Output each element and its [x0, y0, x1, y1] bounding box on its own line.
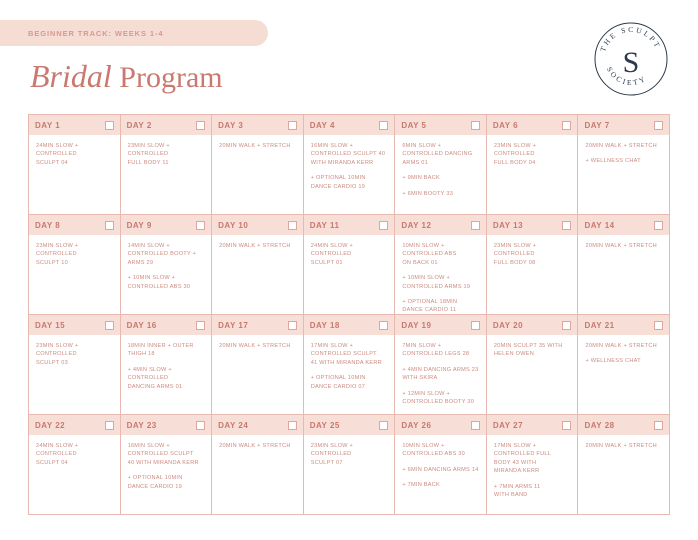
day-cell[interactable] [212, 315, 304, 415]
workout-line: 17MIN SLOW + [493, 443, 537, 449]
day-cell-body [212, 435, 303, 454]
day-cell-header [395, 415, 486, 435]
day-checkbox[interactable] [562, 221, 571, 230]
workout-line: 20MIN WALK + STRETCH [585, 443, 657, 449]
page-title-italic: Bridal [30, 58, 112, 94]
day-cell-header [304, 215, 395, 235]
day-checkbox[interactable] [471, 121, 480, 130]
workout-line: CONTROLLED BOOTY 30 [402, 399, 475, 406]
workout-line: DANCE CARDIO 11 [402, 307, 457, 314]
workout-line: 20MIN WALK + STRETCH [219, 243, 291, 249]
day-cell-header [395, 115, 486, 135]
day-label: DAY 2 [126, 120, 152, 130]
day-label: DAY 14 [584, 220, 615, 230]
day-checkbox[interactable] [288, 421, 297, 430]
day-cell[interactable] [304, 115, 396, 215]
workout-line: 20MIN WALK + STRETCH [585, 243, 657, 249]
day-checkbox[interactable] [379, 121, 388, 130]
day-checkbox[interactable] [288, 121, 297, 130]
day-checkbox[interactable] [196, 321, 205, 330]
day-cell-header [578, 415, 669, 435]
day-label: DAY 3 [218, 120, 244, 130]
day-cell[interactable] [304, 315, 396, 415]
workout-line: HELEN OWEN [493, 351, 534, 358]
day-cell-body [121, 335, 212, 395]
day-cell-body [395, 135, 486, 202]
workout-line: + 10MIN SLOW + [402, 275, 450, 282]
day-cell[interactable] [29, 315, 121, 415]
workout-line: BODY 43 WITH [493, 459, 537, 466]
day-cell[interactable] [487, 215, 579, 315]
sculpt-society-logo [592, 20, 670, 98]
day-cell-header [121, 415, 212, 435]
day-cell-body [304, 435, 395, 471]
day-cell-body [395, 235, 486, 319]
workout-line: WITH MIRANDA KERR [310, 159, 374, 166]
day-cell[interactable] [121, 415, 213, 515]
workout-line: FULL BODY 04 [493, 159, 536, 166]
day-cell[interactable] [578, 215, 670, 315]
day-cell-header [212, 415, 303, 435]
workout-line: 18MIN INNER + OUTER [127, 343, 194, 349]
workout-line: 20MIN WALK + STRETCH [219, 143, 291, 149]
workout-line: 23MIN SLOW + [36, 243, 79, 249]
workout-line: 10MIN SLOW + [402, 443, 445, 449]
workout-line: WITH SKIRA [402, 375, 438, 382]
workout-line: CONTROLLED [310, 251, 352, 258]
day-cell-header [395, 215, 486, 235]
workout-line: FULL BODY 08 [493, 259, 536, 266]
workout-line: 23MIN SLOW + [493, 143, 537, 149]
day-checkbox[interactable] [471, 221, 480, 230]
day-cell[interactable] [212, 215, 304, 315]
day-cell[interactable] [29, 115, 121, 215]
day-cell[interactable] [395, 315, 487, 415]
page-title-regular: Program [111, 61, 223, 94]
workout-line: CONTROLLED [310, 451, 352, 458]
day-cell[interactable] [487, 315, 579, 415]
day-cell-body [212, 235, 303, 254]
workout-line: 20MIN SCULPT 35 WITH [493, 343, 563, 349]
workout-line: CONTROLLED ABS [402, 251, 457, 258]
day-cell-header [121, 215, 212, 235]
day-cell-header [29, 315, 120, 335]
workout-line: 20MIN WALK + STRETCH [219, 343, 291, 349]
day-cell[interactable] [578, 115, 670, 215]
day-cell[interactable] [121, 115, 213, 215]
day-label: DAY 16 [126, 320, 157, 330]
workout-line: 23MIN SLOW + [310, 443, 354, 449]
calendar-week [29, 115, 670, 215]
day-label: DAY 17 [218, 320, 249, 330]
day-checkbox[interactable] [654, 421, 663, 430]
workout-line: + WELLNESS CHAT [585, 358, 641, 365]
workout-line: ON BACK 01 [402, 259, 438, 266]
day-checkbox[interactable] [105, 321, 114, 330]
workout-line: 23MIN SLOW + [493, 243, 537, 249]
workout-line: 24MIN SLOW + [36, 143, 79, 149]
workout-line: FULL BODY 11 [127, 159, 169, 166]
workout-line: DANCE CARDIO 19 [310, 183, 366, 190]
day-cell[interactable] [121, 215, 213, 315]
calendar-week [29, 215, 670, 315]
day-checkbox[interactable] [654, 321, 663, 330]
workout-line: 20MIN WALK + STRETCH [219, 443, 291, 449]
day-label: DAY 21 [584, 320, 615, 330]
day-label: DAY 11 [309, 220, 340, 230]
svg-text:THE SCULPT: THE SCULPT [598, 24, 663, 53]
workout-line: 14MIN SLOW + [127, 243, 170, 249]
day-cell-header [212, 115, 303, 135]
day-cell[interactable] [395, 415, 487, 515]
day-checkbox[interactable] [654, 221, 663, 230]
workout-line: CONTROLLED ARMS 19 [402, 283, 471, 290]
day-label: DAY 26 [401, 420, 432, 430]
program-calendar [28, 114, 670, 515]
day-checkbox[interactable] [562, 121, 571, 130]
workout-line: 24MIN SLOW + [310, 243, 354, 249]
day-cell-header [487, 115, 578, 135]
day-cell[interactable] [395, 115, 487, 215]
day-cell-header [578, 115, 669, 135]
workout-line: + OPTIONAL 10MIN [310, 175, 366, 182]
day-cell-body [578, 235, 669, 254]
workout-line: CONTROLLED DANCING ARMS 01 [402, 151, 473, 166]
workout-line: 20MIN WALK + STRETCH [585, 343, 657, 349]
calendar-week [29, 415, 670, 515]
workout-line: SCULPT 03 [36, 359, 68, 366]
workout-line: CONTROLLED [36, 451, 77, 458]
day-checkbox[interactable] [105, 421, 114, 430]
workout-line: + WELLNESS CHAT [585, 158, 641, 165]
workout-line: + 7MIN ARMS 11 [493, 483, 541, 490]
day-label: DAY 23 [126, 420, 157, 430]
track-banner [0, 20, 268, 46]
day-checkbox[interactable] [196, 421, 205, 430]
day-cell-header [29, 415, 120, 435]
workout-line: 16MIN SLOW + [310, 143, 354, 149]
day-cell-body [304, 235, 395, 271]
workout-line: + 9MIN BACK [402, 175, 441, 182]
day-cell-header [121, 115, 212, 135]
day-cell-header [121, 315, 212, 335]
workout-line: SCULPT 04 [36, 159, 68, 166]
day-checkbox[interactable] [471, 321, 480, 330]
day-cell-header [304, 415, 395, 435]
workout-line: CONTROLLED [127, 375, 169, 382]
day-cell[interactable] [29, 215, 121, 315]
day-cell-body [578, 135, 669, 170]
day-label: DAY 6 [492, 120, 519, 130]
workout-line: WITH BAND [493, 492, 528, 499]
workout-line: + OPTIONAL 18MIN [402, 299, 458, 306]
workout-line: SCULPT 01 [310, 259, 343, 266]
workout-line: SCULPT 10 [36, 259, 68, 266]
day-cell-header [487, 315, 578, 335]
day-cell-body [121, 435, 212, 495]
track-banner-label: BEGINNER TRACK: WEEKS 1-4 [28, 28, 164, 38]
day-label: DAY 5 [401, 120, 427, 130]
workout-line: CONTROLLED [493, 151, 535, 158]
day-label: DAY 4 [309, 120, 335, 130]
workout-line: 16MIN SLOW + [127, 443, 170, 449]
svg-text:SOCIETY: SOCIETY [604, 65, 649, 88]
day-label: DAY 28 [584, 420, 615, 430]
day-checkbox[interactable] [196, 221, 205, 230]
day-label: DAY 9 [126, 220, 152, 230]
workout-line: + 7MIN BACK [402, 482, 441, 489]
workout-line: + OPTIONAL 10MIN [310, 375, 366, 382]
workout-line: CONTROLLED ABS 30 [402, 451, 466, 458]
day-checkbox[interactable] [288, 221, 297, 230]
workout-line: ARMS 29 [127, 259, 154, 266]
workout-line: CONTROLLED ABS 30 [127, 283, 191, 290]
day-cell-header [29, 215, 120, 235]
workout-line: CONTROLLED LEGS 28 [402, 351, 470, 358]
day-cell[interactable] [212, 115, 304, 215]
day-label: DAY 12 [401, 220, 432, 230]
workout-line: + 4MIN SLOW + [127, 366, 172, 373]
day-checkbox[interactable] [379, 421, 388, 430]
workout-line: THIGH 18 [127, 351, 155, 358]
workout-line: + 6MIN BOOTY 33 [402, 190, 454, 197]
day-label: DAY 19 [401, 320, 432, 330]
day-cell[interactable] [212, 415, 304, 515]
page-title [30, 58, 223, 95]
day-cell[interactable] [487, 115, 579, 215]
workout-line: SCULPT 04 [36, 459, 68, 466]
day-checkbox[interactable] [654, 121, 663, 130]
workout-line: 24MIN SLOW + [36, 443, 79, 449]
day-label: DAY 18 [309, 320, 340, 330]
day-label: DAY 27 [492, 420, 524, 430]
workout-line: + 6MIN DANCING ARMS 14 [402, 466, 479, 473]
day-cell-header [578, 315, 669, 335]
workout-line: DANCING ARMS 01 [127, 383, 183, 390]
day-cell-header [304, 315, 395, 335]
day-cell[interactable] [578, 415, 670, 515]
workout-line: CONTROLLED [127, 151, 169, 158]
day-cell-body [578, 335, 669, 370]
workout-line: CONTROLLED SCULPT [310, 351, 377, 358]
day-cell-header [304, 115, 395, 135]
workout-line: 17MIN SLOW + [310, 343, 354, 349]
workout-line: 20MIN WALK + STRETCH [585, 143, 657, 149]
day-cell-body [304, 335, 395, 395]
day-cell-body [487, 435, 578, 503]
workout-line: CONTROLLED SCULPT [127, 451, 194, 458]
workout-line: 7MIN SLOW + [402, 343, 442, 349]
day-cell-body [212, 335, 303, 354]
workout-line: CONTROLLED [36, 351, 77, 358]
day-cell[interactable] [121, 315, 213, 415]
day-checkbox[interactable] [562, 421, 571, 430]
day-cell-body [395, 435, 486, 494]
day-label: DAY 10 [218, 220, 249, 230]
day-cell-header [212, 215, 303, 235]
day-cell-header [578, 215, 669, 235]
workout-line: 41 WITH MIRANDA KERR [310, 359, 382, 366]
workout-line: DANCE CARDIO 19 [127, 483, 182, 490]
workout-line: CONTROLLED SCULPT 40 [310, 151, 386, 158]
day-cell-body [121, 235, 212, 295]
day-cell[interactable] [304, 415, 396, 515]
day-cell-body [29, 335, 120, 371]
workout-line: CONTROLLED [493, 251, 535, 258]
day-cell-body [29, 435, 120, 471]
day-cell-body [29, 135, 120, 171]
day-cell-header [29, 115, 120, 135]
workout-line: DANCE CARDIO 07 [310, 383, 366, 390]
workout-line: CONTROLLED FULL [493, 451, 552, 458]
day-checkbox[interactable] [562, 321, 571, 330]
day-cell-header [212, 315, 303, 335]
day-cell-body [121, 135, 212, 171]
day-cell[interactable] [304, 215, 396, 315]
workout-line: + 10MIN SLOW + [127, 275, 176, 282]
workout-line: 10MIN SLOW + [402, 243, 445, 249]
workout-line: + OPTIONAL 10MIN [127, 475, 183, 482]
day-cell[interactable] [578, 315, 670, 415]
day-label: DAY 25 [309, 420, 340, 430]
day-cell[interactable] [29, 415, 121, 515]
day-cell-body [304, 135, 395, 195]
day-cell-body [395, 335, 486, 410]
svg-text:S: S [622, 46, 640, 79]
workout-line: SCULPT 07 [310, 459, 343, 466]
workout-line: CONTROLLED [36, 251, 77, 258]
day-label: DAY 20 [492, 320, 524, 330]
day-label: DAY 1 [35, 120, 61, 130]
calendar-week [29, 315, 670, 415]
workout-line: + 12MIN SLOW + [402, 390, 450, 397]
workout-line: 40 WITH MIRANDA KERR [127, 459, 199, 466]
day-cell-body [212, 135, 303, 154]
workout-line: CONTROLLED BOOTY + [127, 251, 197, 258]
workout-line: 23MIN SLOW + [127, 143, 170, 149]
day-cell-header [395, 315, 486, 335]
day-cell[interactable] [487, 415, 579, 515]
day-checkbox[interactable] [379, 221, 388, 230]
workout-line: MIRANDA KERR [493, 468, 540, 475]
workout-line: CONTROLLED [36, 151, 77, 158]
day-label: DAY 13 [492, 220, 524, 230]
day-cell-body [578, 435, 669, 454]
day-checkbox[interactable] [105, 221, 114, 230]
day-cell-header [487, 215, 578, 235]
day-cell-header [487, 415, 578, 435]
day-label: DAY 8 [35, 220, 61, 230]
day-label: DAY 22 [35, 420, 66, 430]
day-label: DAY 24 [218, 420, 249, 430]
workout-line: 23MIN SLOW + [36, 343, 79, 349]
day-checkbox[interactable] [105, 121, 114, 130]
day-cell[interactable] [395, 215, 487, 315]
day-checkbox[interactable] [288, 321, 297, 330]
day-label: DAY 7 [584, 120, 610, 130]
workout-line: + 4MIN DANCING ARMS 23 [402, 366, 479, 373]
day-cell-body [487, 335, 578, 363]
day-label: DAY 15 [35, 320, 66, 330]
day-cell-body [487, 135, 578, 171]
day-cell-body [487, 235, 578, 271]
day-cell-body [29, 235, 120, 271]
day-checkbox[interactable] [379, 321, 388, 330]
day-checkbox[interactable] [196, 121, 205, 130]
workout-line: 6MIN SLOW + [402, 143, 442, 149]
day-checkbox[interactable] [471, 421, 480, 430]
